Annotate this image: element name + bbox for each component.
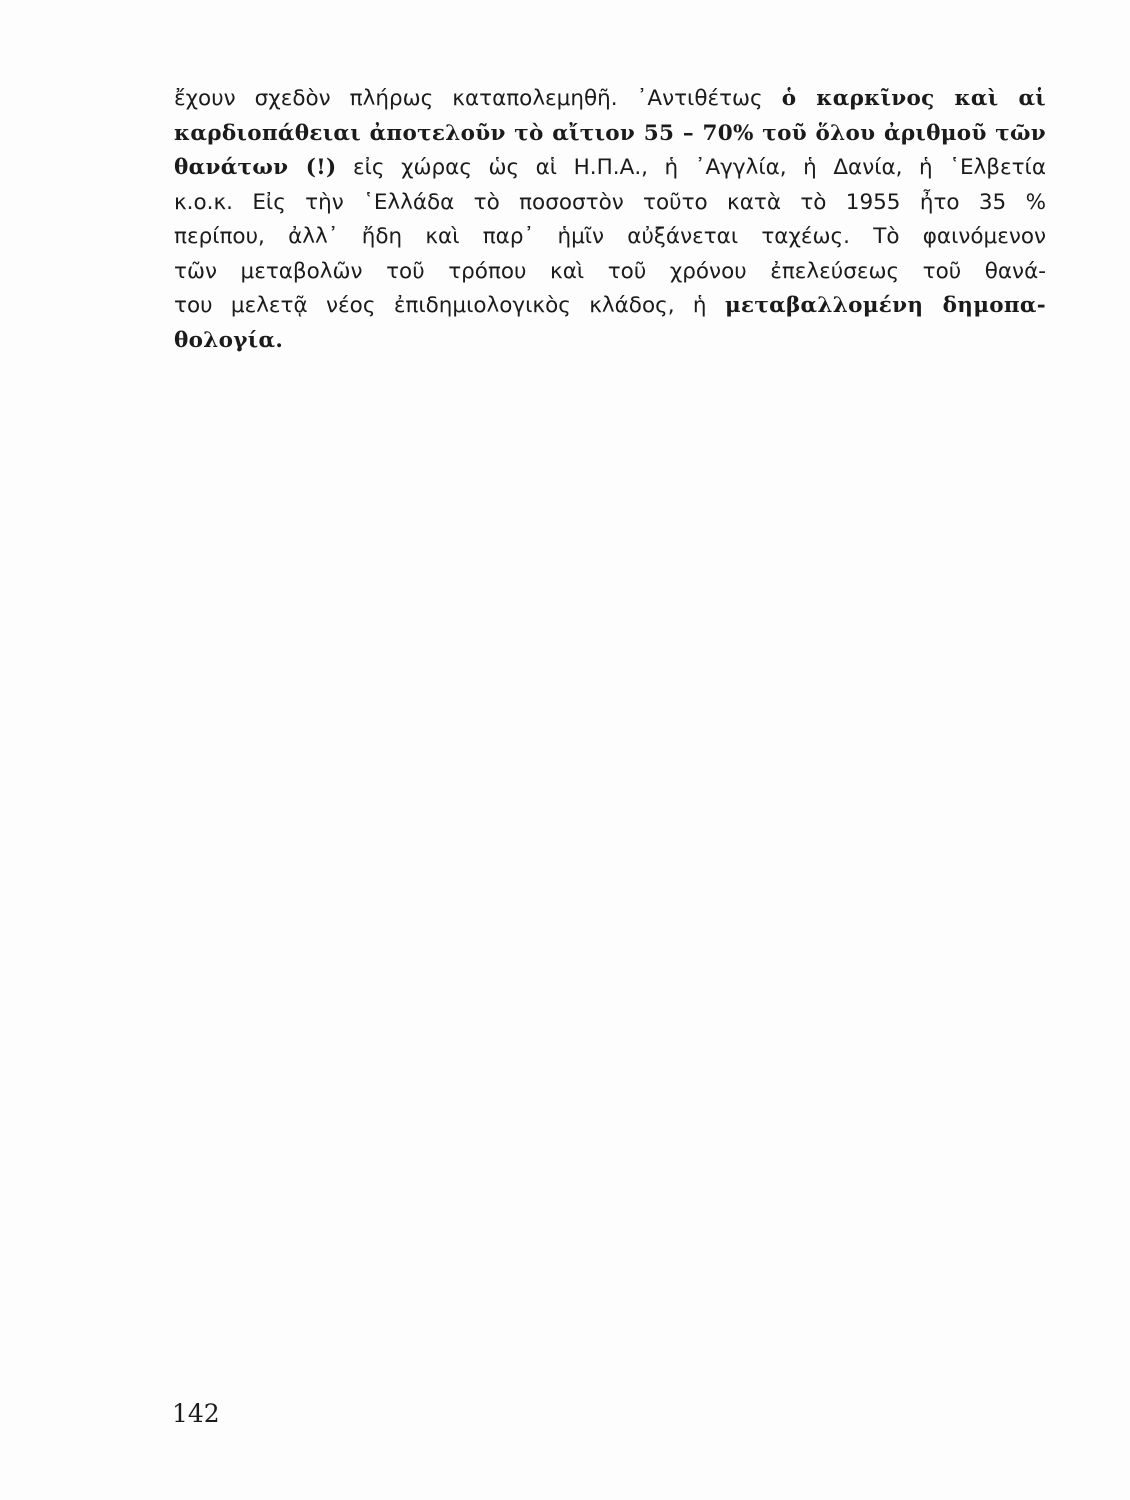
body-text: ἔχουν σχεδὸν πλήρως καταπολεμηθῆ. ᾽Αντιθέτως	[174, 86, 782, 111]
emphasized-text: ὁ καρκῖνος καὶ αἱ	[781, 86, 1046, 111]
emphasized-text: θανάτων (!)	[174, 155, 337, 180]
page-number: 142	[172, 1399, 220, 1428]
text-line	[174, 82, 1046, 117]
text-line	[174, 220, 1046, 255]
body-text: εἰς χώρας ὡς αἱ Η.Π.Α., ἡ ᾽Αγγλία, ἡ Δανία, ἡ ῾Ελβετία	[336, 155, 1046, 180]
emphasized-text: μεταβαλλομένη δημοπα-	[724, 293, 1046, 318]
text-line	[174, 289, 1046, 324]
text-line	[174, 151, 1046, 186]
body-text: περίπου, ἀλλ᾽ ἤδη καὶ παρ᾽ ἡμῖν αὐξάνεται ταχέως. Τὸ φαινόμενον	[174, 224, 1046, 249]
text-line	[174, 117, 1046, 152]
text-line	[174, 186, 1046, 221]
text-line	[174, 255, 1046, 290]
body-text: κ.ο.κ. Εἰς τὴν ῾Ελλάδα τὸ ποσοστὸν τοῦτο κατὰ τὸ 1955 ἦτο 35 %	[174, 189, 1046, 215]
emphasized-text: καρδιοπάθειαι ἀποτελοῦν τὸ αἴτιον 55 – 70% τοῦ ὅλου ἀριθμοῦ τῶν	[174, 120, 1046, 146]
emphasized-text: θολογία.	[174, 327, 284, 353]
paragraph-text	[174, 82, 1046, 358]
text-line	[174, 324, 1046, 359]
body-text: του μελετᾷ νέος ἐπιδημιολογικὸς κλάδος, ἡ	[174, 293, 725, 318]
body-text: τῶν μεταβολῶν τοῦ τρόπου καὶ τοῦ χρόνου ἐπελεύσεως τοῦ θανά-	[174, 258, 1046, 284]
